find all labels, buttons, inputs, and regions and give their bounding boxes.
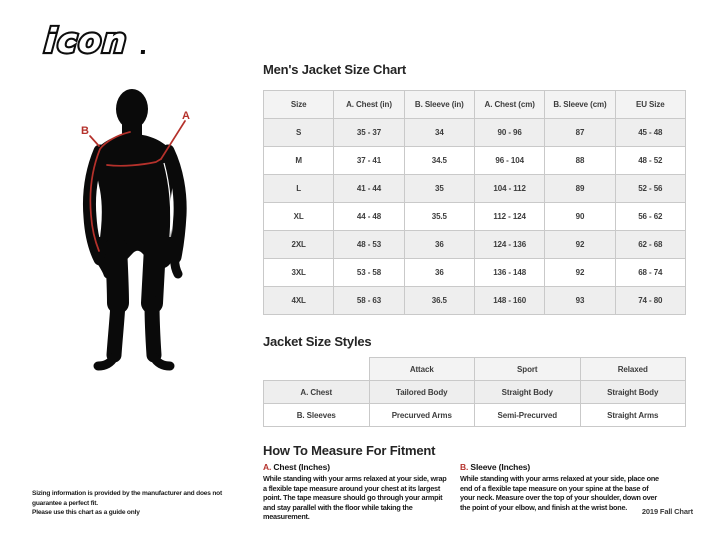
table-cell: Semi-Precurved: [475, 404, 581, 427]
table-cell: 34: [404, 119, 474, 147]
table-cell: 4XL: [264, 287, 334, 315]
measure-body-sleeve: While standing with your arms relaxed at your side, place one end of a flexible tape measure on your spine at the base of your neck. Measure over the top of your shoulder, down over the point of your elbow, and finish at the wrist bone.: [460, 474, 659, 512]
table-cell: 52 - 56: [615, 175, 685, 203]
table-cell: 36: [404, 231, 474, 259]
column-header: Attack: [369, 358, 475, 381]
table-cell: 74 - 80: [615, 287, 685, 315]
table-cell: 96 - 104: [474, 147, 544, 175]
table-row: [264, 147, 686, 175]
measure-prefix-a: A.: [263, 462, 272, 472]
left-thigh: [116, 247, 118, 303]
table-cell: 112 - 124: [474, 203, 544, 231]
table-cell: 37 - 41: [334, 147, 404, 175]
right-calf: [152, 303, 154, 355]
chart-version-label: 2019 Fall Chart: [641, 507, 693, 516]
disclaimer-line-2: Please use this chart as a guide only: [32, 509, 140, 516]
table-cell: 36: [404, 259, 474, 287]
table-cell: Straight Body: [580, 381, 686, 404]
table-cell: Tailored Body: [369, 381, 475, 404]
table-cell: XL: [264, 203, 334, 231]
icon-brand-logo: [40, 22, 162, 67]
measure-body-chest: While standing with your arms relaxed at your side, wrap a flexible tape measure around your chest at its largest point. The tape measure should go through your armpit and stay parallel with the floor while taking the measurement.: [263, 474, 447, 522]
table-cell: B. Sleeves: [264, 404, 370, 427]
table-cell: 92: [545, 259, 615, 287]
column-header: Relaxed: [580, 358, 686, 381]
right-thigh: [152, 247, 155, 303]
table-cell: 58 - 63: [334, 287, 404, 315]
man-silhouette-graphic: [60, 85, 230, 380]
table-row: [264, 119, 686, 147]
table-cell: S: [264, 119, 334, 147]
mens-jacket-size-table: [263, 90, 686, 315]
label-b-pointer-line: [90, 136, 99, 146]
table-cell: M: [264, 147, 334, 175]
measure-instructions-sleeve: [460, 462, 662, 512]
table-cell: 41 - 44: [334, 175, 404, 203]
column-header: Sport: [475, 358, 581, 381]
table-cell: 90: [545, 203, 615, 231]
table-cell: 124 - 136: [474, 231, 544, 259]
table-cell: 93: [545, 287, 615, 315]
table-cell: 48 - 53: [334, 231, 404, 259]
column-header: B. Sleeve (in): [404, 91, 474, 119]
measure-heading-chest: [263, 462, 449, 472]
header-row: [264, 358, 686, 381]
table-row: [264, 259, 686, 287]
table-row: [264, 381, 686, 404]
table-cell: L: [264, 175, 334, 203]
table-cell: 62 - 68: [615, 231, 685, 259]
table-cell: 3XL: [264, 259, 334, 287]
column-header: A. Chest (in): [334, 91, 404, 119]
logo-trademark-dot: [141, 50, 145, 54]
right-foot: [154, 357, 170, 366]
table-cell: 104 - 112: [474, 175, 544, 203]
logo-wordmark: icon: [43, 22, 130, 60]
table-row: [264, 404, 686, 427]
sizing-disclaimer: [32, 489, 250, 518]
measure-instructions-chest: [263, 462, 449, 522]
figure-label-b: B: [81, 125, 89, 137]
table-cell: Straight Body: [475, 381, 581, 404]
figure-label-a: A: [182, 110, 190, 122]
table-cell: 34.5: [404, 147, 474, 175]
left-calf: [114, 303, 118, 355]
table-cell: 35: [404, 175, 474, 203]
right-hand: [175, 257, 178, 274]
table-cell: 35.5: [404, 203, 474, 231]
table-cell: 53 - 58: [334, 259, 404, 287]
size-chart-title: Men's Jacket Size Chart: [263, 62, 406, 77]
table-cell: 89: [545, 175, 615, 203]
table-cell: A. Chest: [264, 381, 370, 404]
styles-table-title: Jacket Size Styles: [263, 334, 372, 349]
table-cell: 48 - 52: [615, 147, 685, 175]
table-cell: 44 - 48: [334, 203, 404, 231]
column-header: A. Chest (cm): [474, 91, 544, 119]
measure-prefix-b: B.: [460, 462, 469, 472]
table-cell: 136 - 148: [474, 259, 544, 287]
table-row: [264, 287, 686, 315]
table-row: [264, 231, 686, 259]
measurement-figure-diagram: [60, 85, 230, 385]
table-cell: 88: [545, 147, 615, 175]
measure-section-title: How To Measure For Fitment: [263, 443, 436, 458]
header-row: [264, 91, 686, 119]
measure-heading-sleeve-label: Sleeve (Inches): [470, 462, 531, 472]
jacket-size-styles-table: [263, 357, 686, 427]
table-cell: 35 - 37: [334, 119, 404, 147]
table-cell: 68 - 74: [615, 259, 685, 287]
left-foot: [98, 357, 114, 366]
table-cell: Precurved Arms: [369, 404, 475, 427]
measure-heading-chest-label: Chest (Inches): [273, 462, 330, 472]
column-header: EU Size: [615, 91, 685, 119]
icon-logo-graphic: [40, 22, 162, 62]
column-header: B. Sleeve (cm): [545, 91, 615, 119]
table-cell: 148 - 160: [474, 287, 544, 315]
measure-heading-sleeve: [460, 462, 662, 472]
table-row: [264, 175, 686, 203]
table-cell: 45 - 48: [615, 119, 685, 147]
column-header: Size: [264, 91, 334, 119]
table-cell: 36.5: [404, 287, 474, 315]
table-cell: 87: [545, 119, 615, 147]
column-header: [264, 358, 370, 381]
table-cell: 2XL: [264, 231, 334, 259]
table-row: [264, 203, 686, 231]
table-cell: 90 - 96: [474, 119, 544, 147]
table-cell: 92: [545, 231, 615, 259]
table-cell: Straight Arms: [580, 404, 686, 427]
disclaimer-line-1: Sizing information is provided by the manufacturer and does not guarantee a perfect fit.: [32, 490, 222, 507]
table-cell: 56 - 62: [615, 203, 685, 231]
